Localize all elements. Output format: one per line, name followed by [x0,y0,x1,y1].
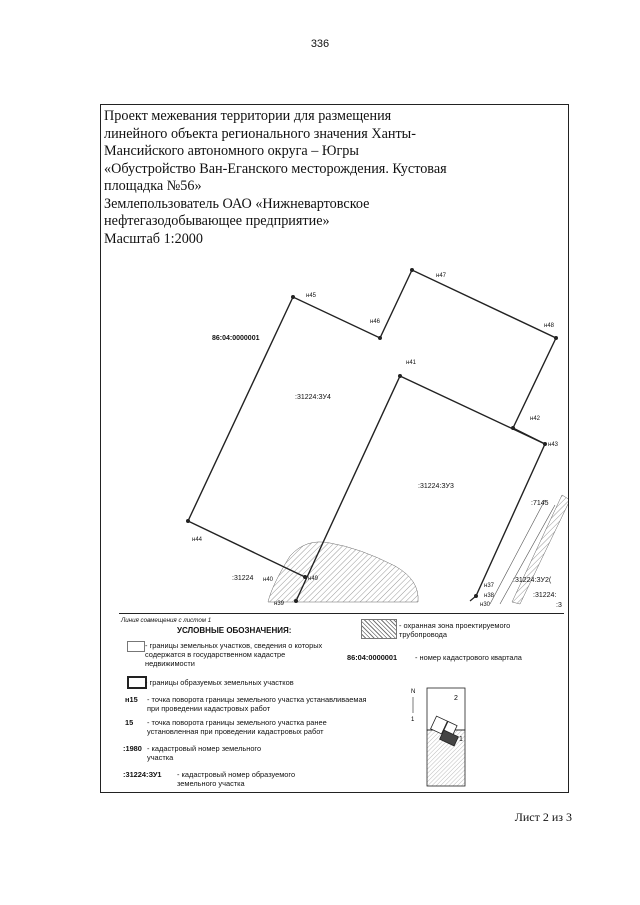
existing-parcel-text: - границы земельных участков, сведения о которых содержатся в государственном кадастре недвижимости [145,641,323,668]
quarter-text: - номер кадастрового квартала [415,653,522,662]
cad-number-text: - кадастровый номер земельного участка [147,744,262,762]
page-number: 336 [310,38,330,50]
point-label: н46 [370,319,380,325]
north-label: N [411,689,416,695]
point-label: н47 [436,273,446,279]
title-line: нефтегазодобывающее предприятие» [104,213,330,229]
title-line: Землепользователь ОАО «Нижневартовское [104,195,370,212]
point-label: н44 [192,537,202,543]
parcel-label: :31224: [533,592,557,599]
parcel-label: :31224 [232,575,254,582]
pipeline-corridor [512,495,568,604]
legend [101,607,568,792]
inset-label: 1 [459,736,463,743]
new-number-text: - кадастровый номер образуемого земельного участка [177,770,296,788]
sheet-number: Лист 2 из 3 [514,810,572,824]
location-inset [407,683,477,789]
existing-parcel-swatch [127,641,145,652]
parcel-boundary-zu4 [188,270,556,521]
protection-zone [268,542,418,602]
title-block [104,108,534,248]
cad-number-sample: :1980 [123,744,142,753]
point-label: н40 [263,577,273,583]
inset-label: 2 [454,695,458,702]
quarter-number: 86:04:0000001 [212,335,260,342]
point-label: н38 [484,593,494,599]
cadastral-map [101,255,568,607]
title-line: площадка №56» [104,178,202,194]
parcel-label: :31224:ЗУ4 [295,394,331,401]
new-point-text: - точка поворота границы земельного участка устанавливаемая при проведении кадастровых работ [147,695,367,713]
parcel-label: :31224:ЗУ3 [418,483,454,490]
point-label: н43 [548,442,558,448]
old-point-sample: 15 [125,718,134,727]
parcel-label: :3 [556,602,562,607]
point-label: н49 [308,576,318,582]
new-number-sample: :31224:ЗУ1 [123,770,162,779]
join-line [119,613,564,614]
new-point-sample: н15 [125,695,138,704]
scale-line: Масштаб 1:2000 [104,230,203,247]
point-label: н37 [484,583,494,589]
join-line-label: Линия совмещения с листом 1 [121,617,212,624]
parcel-label: :7145 [531,500,549,507]
point-label: н45 [306,293,316,299]
title-line: Проект межевания территории для размещения [104,108,392,124]
point-label: н42 [530,416,540,422]
new-parcel-text: - границы образуемых земельных участков [145,678,294,687]
quarter-sample: 86:04:0000001 [347,653,398,662]
title-line: «Обустройство Ван-Еганского месторождения. Кустовая [104,160,447,177]
point-label: н41 [406,360,416,366]
point-label: н48 [544,323,554,329]
zone-swatch [361,619,397,639]
new-parcel-swatch [127,676,147,689]
legend-heading: УСЛОВНЫЕ ОБОЗНАЧЕНИЯ: [177,626,292,635]
point-label: н30 [480,602,490,607]
title-line: линейного объекта регионального значения Ханты- [104,125,416,142]
point-label: н39 [274,601,284,607]
title-line: Мансийского автономного округа – Югры [104,143,359,159]
parcel-label: :31224:ЗУ2( [513,577,552,584]
inset-label: 1 [411,717,415,723]
zone-text: - охранная зона проектируемого трубопровода [399,621,511,639]
old-point-text: - точка поворота границы земельного участка ранее установленная при проведении кадастровых работ [147,718,327,736]
